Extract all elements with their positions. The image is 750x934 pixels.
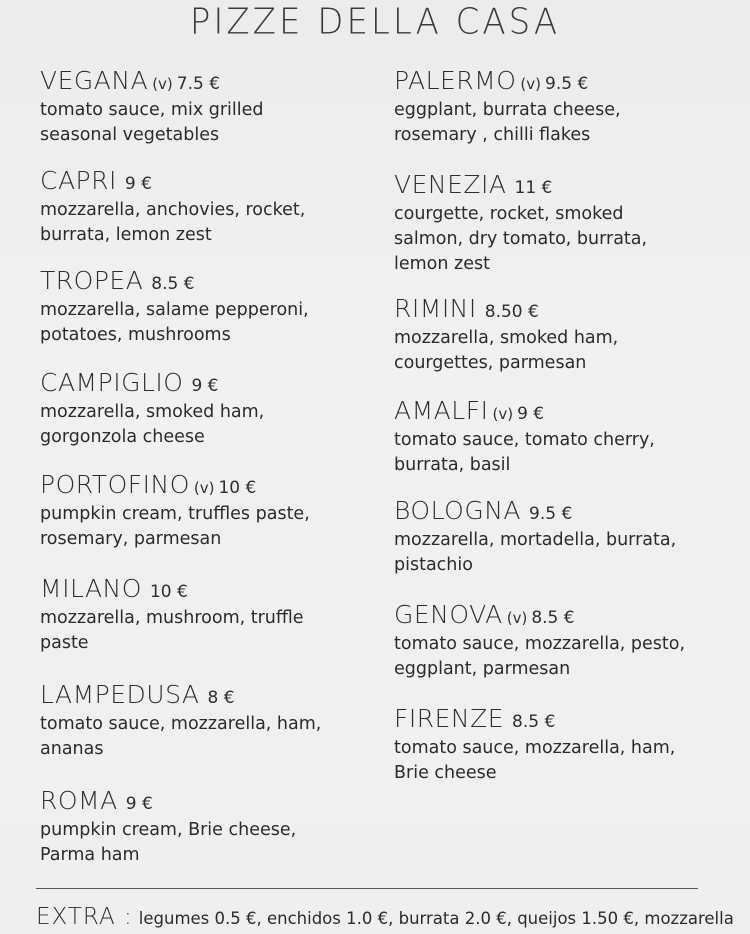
pizza-name: RIMINI bbox=[394, 294, 477, 323]
pizza-description bbox=[394, 326, 734, 376]
pizza-price: 9.5 € bbox=[545, 74, 589, 94]
menu-item bbox=[394, 170, 734, 277]
menu-item bbox=[394, 704, 734, 786]
description-line: rosemary , chilli flakes bbox=[394, 125, 591, 145]
vegetarian-tag: (v) bbox=[520, 75, 542, 93]
vegetarian-tag: (v) bbox=[506, 609, 528, 627]
pizza-description bbox=[394, 632, 734, 682]
pizza-name: PORTOFINO bbox=[40, 470, 190, 499]
description-line: burrata, basil bbox=[394, 455, 511, 475]
pizza-price: 9 € bbox=[191, 376, 219, 396]
pizza-name: LAMPEDUSA bbox=[40, 680, 200, 709]
pizza-price: 8.5 € bbox=[531, 608, 575, 628]
pizza-price: 9 € bbox=[125, 794, 153, 814]
vegetarian-tag: (v) bbox=[193, 479, 215, 497]
pizza-description bbox=[394, 528, 734, 578]
pizza-name: BOLOGNA bbox=[394, 496, 521, 525]
description-line: tomato sauce, mix grilled bbox=[40, 100, 264, 120]
description-line: courgette, rocket, smoked bbox=[394, 204, 624, 224]
pizza-name: CAMPIGLIO bbox=[40, 368, 184, 397]
menu-item bbox=[40, 470, 370, 552]
menu-item bbox=[40, 368, 370, 450]
pizza-description bbox=[394, 202, 734, 277]
menu-item bbox=[394, 294, 734, 376]
pizza-name: VENEZIA bbox=[394, 170, 507, 199]
pizza-price: 9.5 € bbox=[529, 504, 573, 524]
menu-item bbox=[40, 680, 370, 762]
description-line: ananas bbox=[40, 739, 104, 759]
menu-item bbox=[394, 600, 734, 682]
description-line: mozzarella, mushroom, truffle bbox=[40, 608, 304, 628]
description-line: mozzarella, smoked ham, bbox=[394, 328, 619, 348]
vegetarian-tag: (v) bbox=[152, 75, 173, 93]
pizza-price: 9 € bbox=[517, 404, 545, 424]
divider-line bbox=[36, 888, 698, 889]
description-line: salmon, dry tomato, burrata, bbox=[394, 229, 648, 249]
pizza-price: 8.5 € bbox=[151, 274, 195, 294]
pizza-price: 8 € bbox=[207, 688, 235, 708]
pizza-price: 10 € bbox=[149, 582, 188, 602]
pizza-name: AMALFI bbox=[394, 396, 489, 425]
description-line: burrata, lemon zest bbox=[40, 225, 212, 245]
description-line: Brie cheese bbox=[394, 763, 497, 783]
pizza-description bbox=[394, 428, 734, 478]
pizza-price: 11 € bbox=[514, 178, 553, 198]
description-line: pumpkin cream, truffles paste, bbox=[40, 504, 310, 524]
pizza-description bbox=[40, 818, 370, 868]
pizza-description bbox=[40, 298, 370, 348]
description-line: lemon zest bbox=[394, 254, 490, 274]
pizza-name: PALERMO bbox=[394, 66, 517, 95]
menu-item bbox=[40, 574, 370, 656]
pizza-description bbox=[394, 736, 734, 786]
description-line: tomato sauce, mozzarella, pesto, bbox=[394, 634, 686, 654]
pizza-price: 9 € bbox=[124, 174, 152, 194]
pizza-name: CAPRI bbox=[40, 166, 117, 195]
description-line: tomato sauce, tomato cherry, bbox=[394, 430, 655, 450]
description-line: mozzarella, mortadella, burrata, bbox=[394, 530, 677, 550]
pizza-price: 8.50 € bbox=[484, 302, 539, 322]
pizza-description bbox=[40, 502, 370, 552]
pizza-name: FIRENZE bbox=[394, 704, 505, 733]
pizza-description bbox=[40, 98, 370, 148]
menu-item bbox=[40, 66, 370, 148]
menu-item bbox=[394, 66, 734, 148]
description-line: eggplant, parmesan bbox=[394, 659, 571, 679]
pizza-name: TROPEA bbox=[40, 266, 144, 295]
pizza-description bbox=[40, 400, 370, 450]
menu-item bbox=[40, 786, 370, 868]
menu-title: PIZZE DELLA CASA bbox=[189, 1, 561, 43]
menu-item bbox=[394, 396, 734, 478]
description-line: Parma ham bbox=[40, 845, 140, 865]
extras-text: legumes 0.5 €, enchidos 1.0 €, burrata 2.0 €, queijos 1.50 €, mozzarella bbox=[138, 909, 734, 928]
pizza-price: 10 € bbox=[218, 478, 257, 498]
description-line: gorgonzola cheese bbox=[40, 427, 205, 447]
description-line: pumpkin cream, Brie cheese, bbox=[40, 820, 297, 840]
pizza-name: MILANO bbox=[40, 574, 142, 603]
pizza-description bbox=[40, 712, 370, 762]
pizza-name: VEGANA bbox=[40, 66, 149, 95]
description-line: mozzarella, salame pepperoni, bbox=[40, 300, 309, 320]
pizza-name: GENOVA bbox=[394, 600, 503, 629]
pizza-description bbox=[40, 198, 370, 248]
description-line: potatoes, mushrooms bbox=[40, 325, 231, 345]
menu-item bbox=[40, 166, 370, 248]
description-line: pistachio bbox=[394, 555, 473, 575]
vegetarian-tag: (v) bbox=[492, 405, 514, 423]
menu-item bbox=[394, 496, 734, 578]
pizza-description bbox=[394, 98, 734, 148]
menu-item bbox=[40, 266, 370, 348]
description-line: rosemary, parmesan bbox=[40, 529, 222, 549]
description-line: mozzarella, smoked ham, bbox=[40, 402, 265, 422]
pizza-description bbox=[40, 606, 370, 656]
description-line: tomato sauce, mozzarella, ham, bbox=[40, 714, 322, 734]
pizza-name: ROMA bbox=[40, 786, 118, 815]
description-line: eggplant, burrata cheese, bbox=[394, 100, 621, 120]
pizza-price: 7.5 € bbox=[176, 74, 221, 94]
description-line: tomato sauce, mozzarella, ham, bbox=[394, 738, 676, 758]
description-line: mozzarella, anchovies, rocket, bbox=[40, 200, 306, 220]
extras-line bbox=[36, 903, 750, 933]
extras-label: EXTRA : bbox=[36, 904, 133, 930]
description-line: paste bbox=[40, 633, 89, 653]
description-line: seasonal vegetables bbox=[40, 125, 220, 145]
description-line: courgettes, parmesan bbox=[394, 353, 587, 373]
pizza-price: 8.5 € bbox=[512, 712, 556, 732]
